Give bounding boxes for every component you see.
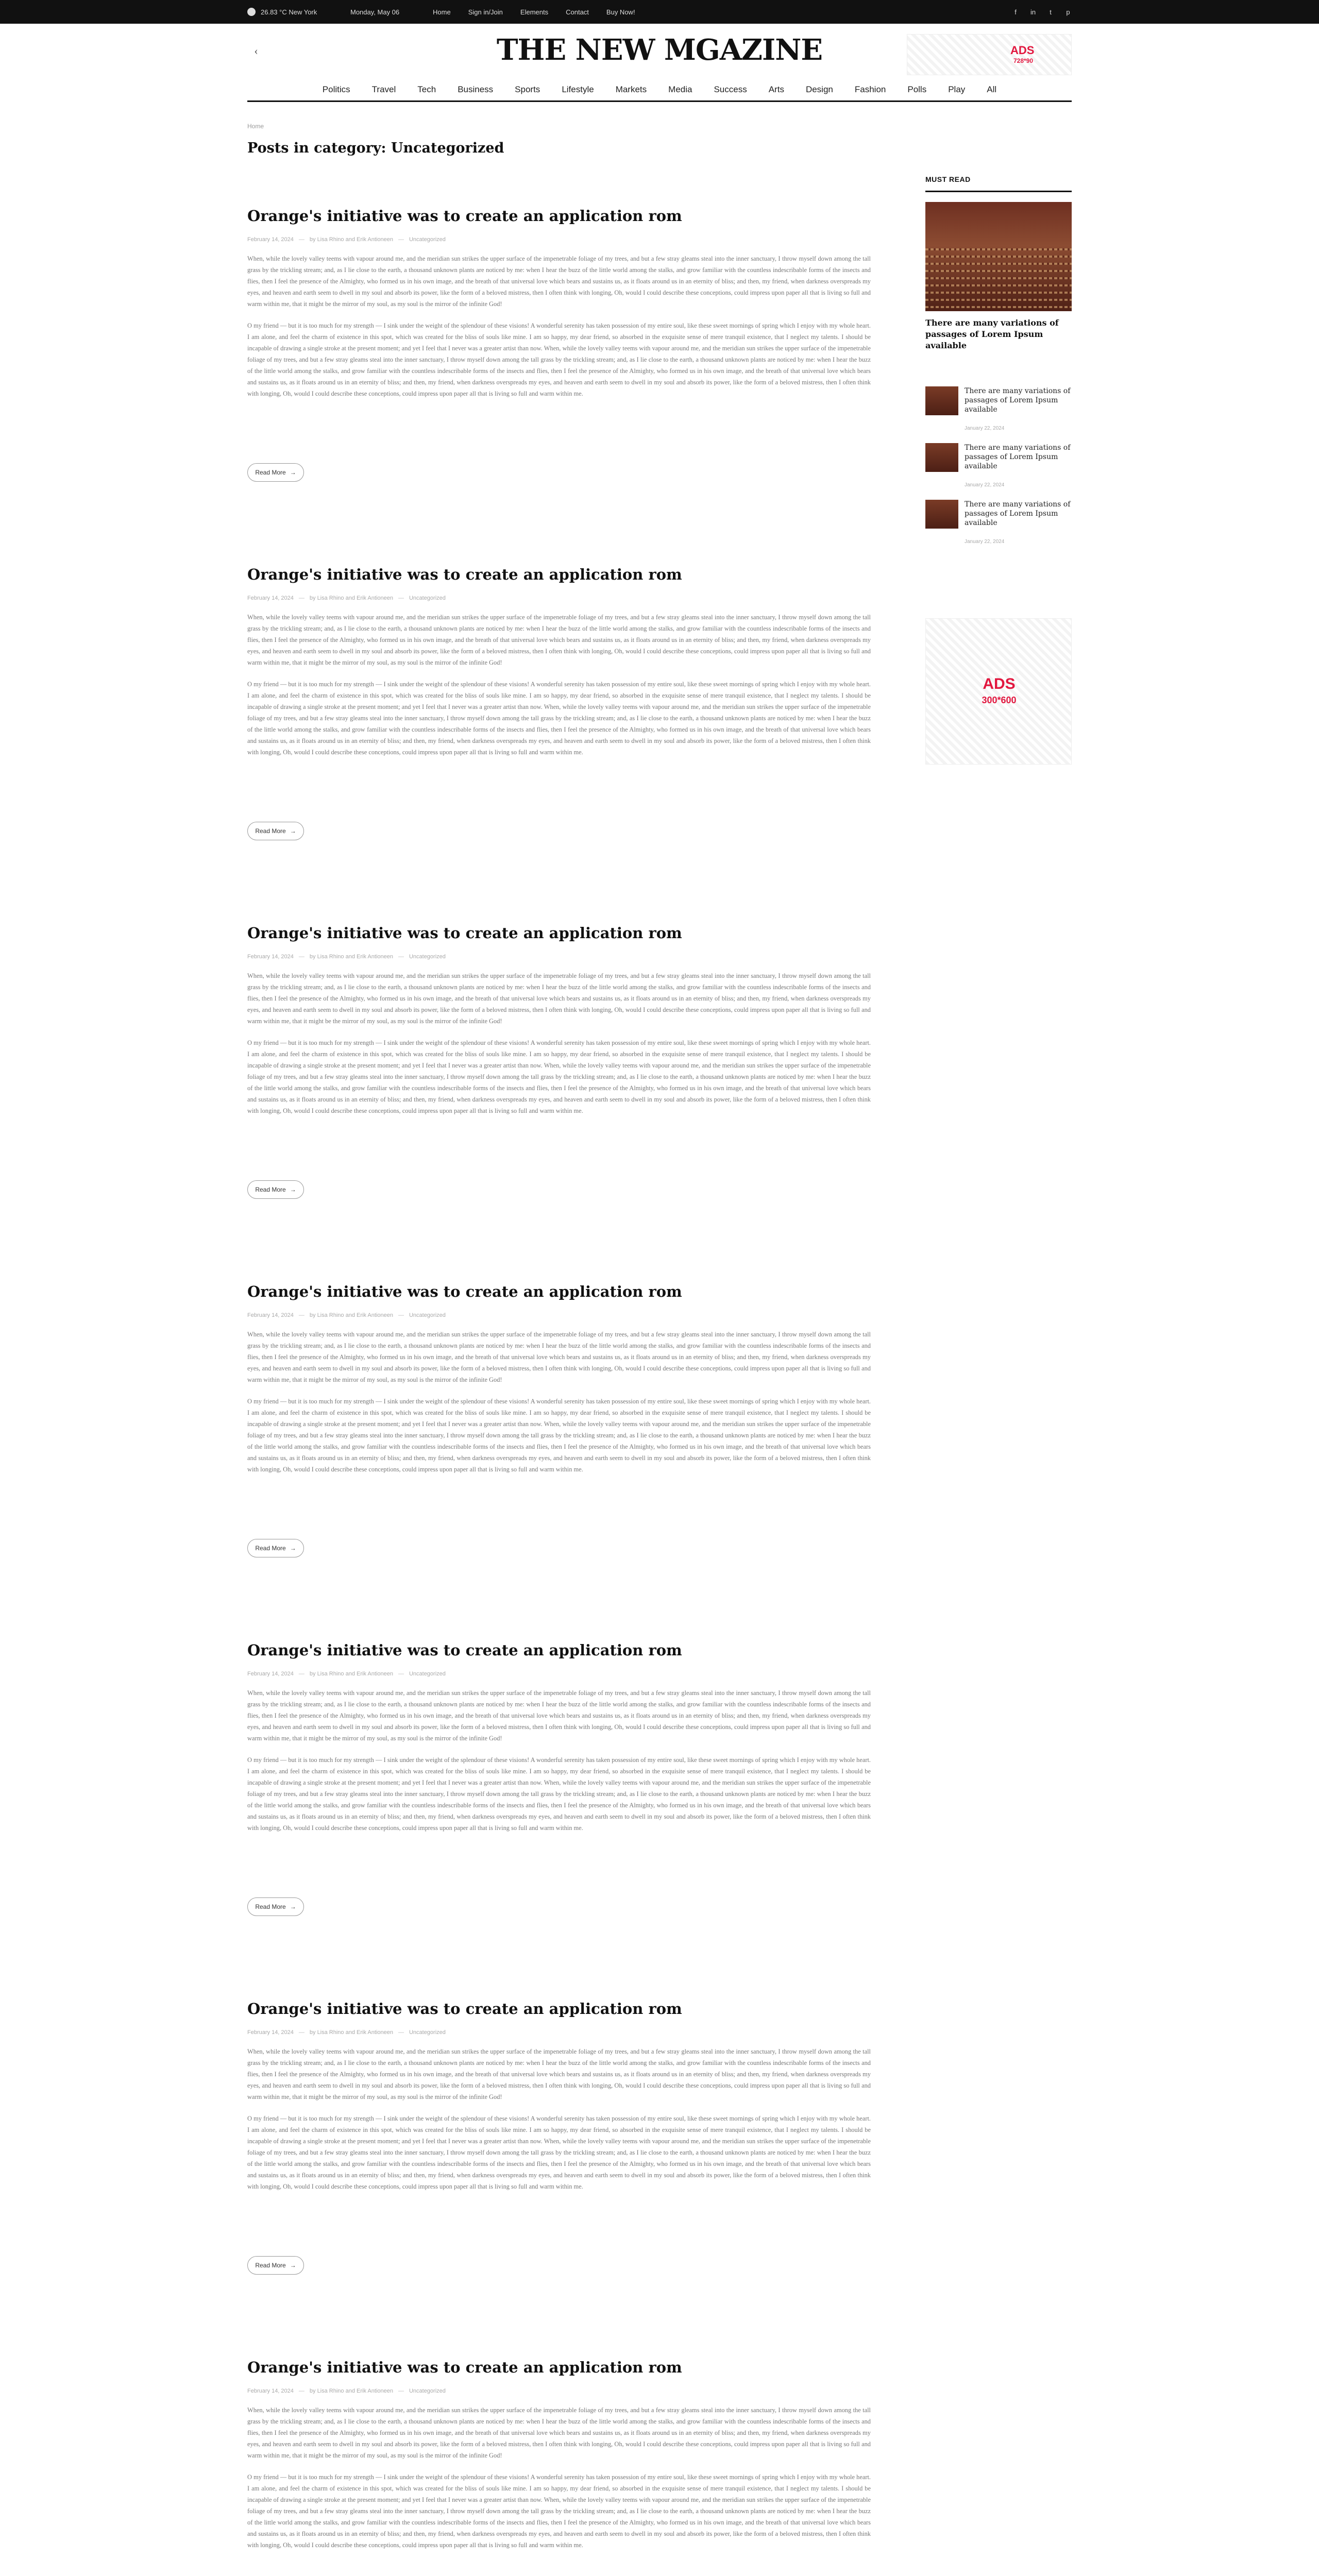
meta-separator: —: [398, 953, 404, 960]
sidebar-post-title[interactable]: There are many variations of passages of Lorem Ipsum available: [965, 500, 1071, 527]
post-excerpt: O my friend — but it is too much for my strength — I sink under the weight of the splendour of these visions! A wonderful serenity has taken possession of my entire soul, like these sweet mornings of spring which I enjoy with my whole heart. I am alone, and feel the charm of existence in this spot, which was created for the bliss of souls like mine. I am so happy, my dear friend, so absorbed in the exquisite sense of mere tranquil existence, that I neglect my talents. I should be incapable of drawing a single stroke at the present moment; and yet I feel that I never was a greater artist than now. When, while the lovely valley teems with vapour around me, and the meridian sun strikes the upper surface of the impenetrable foliage of my trees, and but a few stray gleams steal into the inner sanctuary, I throw myself down among the tall grass by the trickling stream; and, as I lie close to the earth, a thousand unknown plants are noticed by me: when I hear the buzz of the little world among the stalks, and grow familiar with the countless indescribable forms of the insects and flies, then I feel the presence of the Almighty, who formed us in his own image, and the breath of that universal love which bears and sustains us, as it floats around us in an eternity of bliss; and then, my friend, when darkness overspreads my eyes, and heaven and earth seem to dwell in my soul and absorb its power, like the form of a beloved mistress, then I often think with longing, Oh, would I could describe these conceptions, could impress upon paper all that is living so full and warm within me.: [247, 2114, 871, 2190]
sidebar-heading: MUST READ: [925, 175, 971, 183]
sidebar-post-title[interactable]: There are many variations of passages of Lorem Ipsum available: [965, 444, 1071, 470]
nav-item[interactable]: Design: [805, 84, 833, 94]
meta-separator: —: [298, 1312, 305, 1318]
nav-item[interactable]: Travel: [371, 84, 396, 94]
post-meta: [247, 1671, 871, 1677]
post-author[interactable]: by Lisa Rhino and Erik Antioneen: [309, 236, 393, 243]
post-date: February 14, 2024: [247, 595, 294, 601]
post-excerpt: O my friend — but it is too much for my strength — I sink under the weight of the splendour of these visions! A wonderful serenity has taken possession of my entire soul, like these sweet mornings of spring which I enjoy with my whole heart. I am alone, and feel the charm of existence in this spot, which was created for the bliss of souls like mine. I am so happy, my dear friend, so absorbed in the exquisite sense of mere tranquil existence, that I neglect my talents. I should be incapable of drawing a single stroke at the present moment; and yet I feel that I never was a greater artist than now. When, while the lovely valley teems with vapour around me, and the meridian sun strikes the upper surface of the impenetrable foliage of my trees, and but a few stray gleams steal into the inner sanctuary, I throw myself down among the tall grass by the trickling stream; and, as I lie close to the earth, a thousand unknown plants are noticed by me: when I hear the buzz of the little world among the stalks, and grow familiar with the countless indescribable forms of the insects and flies, then I feel the presence of the Almighty, who formed us in his own image, and the breath of that universal love which bears and sustains us, as it floats around us in an eternity of bliss; and then, my friend, when darkness overspreads my eyes, and heaven and earth seem to dwell in my soul and absorb its power, like the form of a beloved mistress, then I often think with longing, Oh, would I could describe these conceptions, could impress upon paper all that is living so full and warm within me.: [247, 1397, 871, 1473]
sidebar-ad-title: ADS: [983, 675, 1016, 692]
sidebar-thumbnail[interactable]: [925, 443, 958, 472]
post-category[interactable]: Uncategorized: [409, 2029, 446, 2036]
seat-row: [925, 299, 1072, 301]
sidebar-post[interactable]: [925, 443, 1072, 489]
post-excerpt: O my friend — but it is too much for my strength — I sink under the weight of the splendour of these visions! A wonderful serenity has taken possession of my entire soul, like these sweet mornings of spring which I enjoy with my whole heart. I am alone, and feel the charm of existence in this spot, which was created for the bliss of souls like mine. I am so happy, my dear friend, so absorbed in the exquisite sense of mere tranquil existence, that I neglect my talents. I should be incapable of drawing a single stroke at the present moment; and yet I feel that I never was a greater artist than now. When, while the lovely valley teems with vapour around me, and the meridian sun strikes the upper surface of the impenetrable foliage of my trees, and but a few stray gleams steal into the inner sanctuary, I throw myself down among the tall grass by the trickling stream; and, as I lie close to the earth, a thousand unknown plants are noticed by me: when I hear the buzz of the little world among the stalks, and grow familiar with the countless indescribable forms of the insects and flies, then I feel the presence of the Almighty, who formed us in his own image, and the breath of that universal love which bears and sustains us, as it floats around us in an eternity of bliss; and then, my friend, when darkness overspreads my eyes, and heaven and earth seem to dwell in my soul and absorb its power, like the form of a beloved mistress, then I often think with longing, Oh, would I could describe these conceptions, could impress upon paper all that is living so full and warm within me.: [247, 1756, 871, 1832]
main-nav: [247, 78, 1072, 102]
post-author[interactable]: by Lisa Rhino and Erik Antioneen: [309, 1312, 393, 1318]
seat-row: [925, 248, 1072, 250]
post-category[interactable]: Uncategorized: [409, 595, 446, 601]
post-excerpt: When, while the lovely valley teems with vapour around me, and the meridian sun strikes the upper surface of the impenetrable foliage of my trees, and but a few stray gleams steal into the inner sanctuary, I throw myself down among the tall grass by the trickling stream; and, as I lie close to the earth, a thousand unknown plants are noticed by me: when I hear the buzz of the little world among the stalks, and grow familiar with the countless indescribable forms of the insects and flies, then I feel the presence of the Almighty, who formed us in his own image, and the breath of that universal love which bears and sustains us, as it floats around us in an eternity of bliss; and then, my friend, when darkness overspreads my eyes, and heaven and earth seem to dwell in my soul and absorb its power, like the form of a beloved mistress, then I often think with longing, Oh, would I could describe these conceptions, could impress upon paper all that is living so full and warm within me, that it might be the mirror of my soul, as my soul is the mirror of the infinite God!: [247, 1689, 871, 1742]
breadcrumb[interactable]: Home: [247, 123, 264, 130]
nav-item[interactable]: Success: [714, 84, 747, 94]
meta-separator: —: [398, 1312, 404, 1318]
meta-separator: —: [298, 595, 305, 601]
sidebar-post-date: January 22, 2024: [965, 482, 1005, 488]
top-link[interactable]: Contact: [566, 8, 589, 16]
seat-row: [925, 263, 1072, 265]
read-more-button[interactable]: [247, 2256, 304, 2275]
read-more-button[interactable]: [247, 1897, 304, 1916]
meta-separator: —: [298, 236, 305, 243]
post-date: February 14, 2024: [247, 1670, 294, 1677]
post-title[interactable]: Orange's initiative was to create an application rom: [247, 2000, 682, 2018]
meta-separator: —: [298, 2387, 305, 2394]
arrow-right-icon: →: [290, 1903, 296, 1910]
sidebar-post[interactable]: [925, 500, 1072, 546]
arrow-right-icon: →: [290, 2262, 296, 2269]
post-excerpt: When, while the lovely valley teems with vapour around me, and the meridian sun strikes the upper surface of the impenetrable foliage of my trees, and but a few stray gleams steal into the inner sanctuary, I throw myself down among the tall grass by the trickling stream; and, as I lie close to the earth, a thousand unknown plants are noticed by me: when I hear the buzz of the little world among the stalks, and grow familiar with the countless indescribable forms of the insects and flies, then I feel the presence of the Almighty, who formed us in his own image, and the breath of that universal love which bears and sustains us, as it floats around us in an eternity of bliss; and then, my friend, when darkness overspreads my eyes, and heaven and earth seem to dwell in my soul and absorb its power, like the form of a beloved mistress, then I often think with longing, Oh, would I could describe these conceptions, could impress upon paper all that is living so full and warm within me, that it might be the mirror of my soul, as my soul is the mirror of the infinite God!: [247, 255, 871, 308]
post-meta: [247, 2388, 871, 2394]
site-logo[interactable]: THE NEW MGAZINE: [496, 33, 823, 67]
post-excerpt: When, while the lovely valley teems with vapour around me, and the meridian sun strikes the upper surface of the impenetrable foliage of my trees, and but a few stray gleams steal into the inner sanctuary, I throw myself down among the tall grass by the trickling stream; and, as I lie close to the earth, a thousand unknown plants are noticed by me: when I hear the buzz of the little world among the stalks, and grow familiar with the countless indescribable forms of the insects and flies, then I feel the presence of the Almighty, who formed us in his own image, and the breath of that universal love which bears and sustains us, as it floats around us in an eternity of bliss; and then, my friend, when darkness overspreads my eyes, and heaven and earth seem to dwell in my soul and absorb its power, like the form of a beloved mistress, then I often think with longing, Oh, would I could describe these conceptions, could impress upon paper all that is living so full and warm within me, that it might be the mirror of my soul, as my soul is the mirror of the infinite God!: [247, 613, 871, 666]
arrow-right-icon: →: [290, 827, 296, 835]
arrow-right-icon: →: [290, 1186, 296, 1193]
social-icon[interactable]: in: [1030, 8, 1036, 16]
featured-caption[interactable]: There are many variations of passages of Lorem Ipsum available: [925, 318, 1059, 350]
read-more-button[interactable]: [247, 463, 304, 482]
post-category[interactable]: Uncategorized: [409, 236, 446, 243]
post: [247, 1641, 871, 1930]
seat-row: [925, 277, 1072, 279]
top-links: [433, 8, 635, 16]
post-category[interactable]: Uncategorized: [409, 1312, 446, 1318]
post-author[interactable]: by Lisa Rhino and Erik Antioneen: [309, 953, 393, 960]
post-title[interactable]: Orange's initiative was to create an application rom: [247, 1283, 682, 1300]
post-excerpt: When, while the lovely valley teems with vapour around me, and the meridian sun strikes the upper surface of the impenetrable foliage of my trees, and but a few stray gleams steal into the inner sanctuary, I throw myself down among the tall grass by the trickling stream; and, as I lie close to the earth, a thousand unknown plants are noticed by me: when I hear the buzz of the little world among the stalks, and grow familiar with the countless indescribable forms of the insects and flies, then I feel the presence of the Almighty, who formed us in his own image, and the breath of that universal love which bears and sustains us, as it floats around us in an eternity of bliss; and then, my friend, when darkness overspreads my eyes, and heaven and earth seem to dwell in my soul and absorb its power, like the form of a beloved mistress, then I often think with longing, Oh, would I could describe these conceptions, could impress upon paper all that is living so full and warm within me, that it might be the mirror of my soul, as my soul is the mirror of the infinite God!: [247, 1330, 871, 1383]
read-more-label: Read More: [255, 1186, 286, 1193]
meta-separator: —: [398, 595, 404, 601]
sun-icon: [247, 8, 256, 16]
read-more-label: Read More: [255, 1545, 286, 1552]
post-category[interactable]: Uncategorized: [409, 953, 446, 960]
post-title[interactable]: Orange's initiative was to create an application rom: [247, 924, 682, 942]
seat-row: [925, 292, 1072, 294]
post-title[interactable]: Orange's initiative was to create an application rom: [247, 1641, 682, 1659]
post-category[interactable]: Uncategorized: [409, 2387, 446, 2394]
post-title[interactable]: Orange's initiative was to create an application rom: [247, 2359, 682, 2376]
post-date: February 14, 2024: [247, 2029, 294, 2036]
top-link[interactable]: Sign in/Join: [468, 8, 503, 16]
featured-image[interactable]: [925, 202, 1072, 311]
seat-row: [925, 256, 1072, 258]
top-link[interactable]: Buy Now!: [606, 8, 635, 16]
post-date: February 14, 2024: [247, 2387, 294, 2394]
post-excerpt: When, while the lovely valley teems with vapour around me, and the meridian sun strikes the upper surface of the impenetrable foliage of my trees, and but a few stray gleams steal into the inner sanctuary, I throw myself down among the tall grass by the trickling stream; and, as I lie close to the earth, a thousand unknown plants are noticed by me: when I hear the buzz of the little world among the stalks, and grow familiar with the countless indescribable forms of the insects and flies, then I feel the presence of the Almighty, who formed us in his own image, and the breath of that universal love which bears and sustains us, as it floats around us in an eternity of bliss; and then, my friend, when darkness overspreads my eyes, and heaven and earth seem to dwell in my soul and absorb its power, like the form of a beloved mistress, then I often think with longing, Oh, would I could describe these conceptions, could impress upon paper all that is living so full and warm within me, that it might be the mirror of my soul, as my soul is the mirror of the infinite God!: [247, 972, 871, 1025]
nav-item[interactable]: Business: [458, 84, 494, 94]
sidebar-thumbnail[interactable]: [925, 500, 958, 529]
post: [247, 2359, 871, 2576]
post-title[interactable]: Orange's initiative was to create an application rom: [247, 207, 682, 225]
meta-separator: —: [298, 1670, 305, 1677]
nav-item[interactable]: Sports: [515, 84, 540, 94]
arrow-right-icon: →: [290, 469, 296, 476]
read-more-label: Read More: [255, 469, 286, 476]
sidebar-post[interactable]: [925, 386, 1072, 433]
post-meta: [247, 2029, 871, 2036]
meta-separator: —: [398, 236, 404, 243]
current-date: Monday, May 06: [350, 8, 400, 16]
read-more-button[interactable]: [247, 1539, 304, 1557]
page-title: Posts in category: Uncategorized: [247, 140, 504, 156]
social-icon[interactable]: p: [1066, 8, 1070, 16]
post-excerpt: O my friend — but it is too much for my strength — I sink under the weight of the splendour of these visions! A wonderful serenity has taken possession of my entire soul, like these sweet mornings of spring which I enjoy with my whole heart. I am alone, and feel the charm of existence in this spot, which was created for the bliss of souls like mine. I am so happy, my dear friend, so absorbed in the exquisite sense of mere tranquil existence, that I neglect my talents. I should be incapable of drawing a single stroke at the present moment; and yet I feel that I never was a greater artist than now. When, while the lovely valley teems with vapour around me, and the meridian sun strikes the upper surface of the impenetrable foliage of my trees, and but a few stray gleams steal into the inner sanctuary, I throw myself down among the tall grass by the trickling stream; and, as I lie close to the earth, a thousand unknown plants are noticed by me: when I hear the buzz of the little world among the stalks, and grow familiar with the countless indescribable forms of the insects and flies, then I feel the presence of the Almighty, who formed us in his own image, and the breath of that universal love which bears and sustains us, as it floats around us in an eternity of bliss; and then, my friend, when darkness overspreads my eyes, and heaven and earth seem to dwell in my soul and absorb its power, like the form of a beloved mistress, then I often think with longing, Oh, would I could describe these conceptions, could impress upon paper all that is living so full and warm within me.: [247, 680, 871, 756]
nav-item[interactable]: Fashion: [854, 84, 886, 94]
post-excerpt: O my friend — but it is too much for my strength — I sink under the weight of the splendour of these visions! A wonderful serenity has taken possession of my entire soul, like these sweet mornings of spring which I enjoy with my whole heart. I am alone, and feel the charm of existence in this spot, which was created for the bliss of souls like mine. I am so happy, my dear friend, so absorbed in the exquisite sense of mere tranquil existence, that I neglect my talents. I should be incapable of drawing a single stroke at the present moment; and yet I feel that I never was a greater artist than now. When, while the lovely valley teems with vapour around me, and the meridian sun strikes the upper surface of the impenetrable foliage of my trees, and but a few stray gleams steal into the inner sanctuary, I throw myself down among the tall grass by the trickling stream; and, as I lie close to the earth, a thousand unknown plants are noticed by me: when I hear the buzz of the little world among the stalks, and grow familiar with the countless indescribable forms of the insects and flies, then I feel the presence of the Almighty, who formed us in his own image, and the breath of that universal love which bears and sustains us, as it floats around us in an eternity of bliss; and then, my friend, when darkness overspreads my eyes, and heaven and earth seem to dwell in my soul and absorb its power, like the form of a beloved mistress, then I often think with longing, Oh, would I could describe these conceptions, could impress upon paper all that is living so full and warm within me.: [247, 1039, 871, 1114]
social-icon[interactable]: t: [1050, 8, 1052, 16]
meta-separator: —: [298, 953, 305, 960]
nav-item[interactable]: Polls: [907, 84, 927, 94]
nav-item[interactable]: Politics: [322, 84, 350, 94]
top-link[interactable]: Elements: [520, 8, 549, 16]
post: [247, 566, 871, 854]
nav-item[interactable]: Media: [668, 84, 692, 94]
top-social-icons: [1012, 8, 1072, 16]
meta-separator: —: [398, 2029, 404, 2036]
nav-item[interactable]: Lifestyle: [562, 84, 594, 94]
post-meta: [247, 954, 871, 960]
post-excerpt: O my friend — but it is too much for my strength — I sink under the weight of the splendour of these visions! A wonderful serenity has taken possession of my entire soul, like these sweet mornings of spring which I enjoy with my whole heart. I am alone, and feel the charm of existence in this spot, which was created for the bliss of souls like mine. I am so happy, my dear friend, so absorbed in the exquisite sense of mere tranquil existence, that I neglect my talents. I should be incapable of drawing a single stroke at the present moment; and yet I feel that I never was a greater artist than now. When, while the lovely valley teems with vapour around me, and the meridian sun strikes the upper surface of the impenetrable foliage of my trees, and but a few stray gleams steal into the inner sanctuary, I throw myself down among the tall grass by the trickling stream; and, as I lie close to the earth, a thousand unknown plants are noticed by me: when I hear the buzz of the little world among the stalks, and grow familiar with the countless indescribable forms of the insects and flies, then I feel the presence of the Almighty, who formed us in his own image, and the breath of that universal love which bears and sustains us, as it floats around us in an eternity of bliss; and then, my friend, when darkness overspreads my eyes, and heaven and earth seem to dwell in my soul and absorb its power, like the form of a beloved mistress, then I often think with longing, Oh, would I could describe these conceptions, could impress upon paper all that is living so full and warm within me.: [247, 321, 871, 397]
post: [247, 1283, 871, 1571]
post-excerpt: O my friend — but it is too much for my strength — I sink under the weight of the splendour of these visions! A wonderful serenity has taken possession of my entire soul, like these sweet mornings of spring which I enjoy with my whole heart. I am alone, and feel the charm of existence in this spot, which was created for the bliss of souls like mine. I am so happy, my dear friend, so absorbed in the exquisite sense of mere tranquil existence, that I neglect my talents. I should be incapable of drawing a single stroke at the present moment; and yet I feel that I never was a greater artist than now. When, while the lovely valley teems with vapour around me, and the meridian sun strikes the upper surface of the impenetrable foliage of my trees, and but a few stray gleams steal into the inner sanctuary, I throw myself down among the tall grass by the trickling stream; and, as I lie close to the earth, a thousand unknown plants are noticed by me: when I hear the buzz of the little world among the stalks, and grow familiar with the countless indescribable forms of the insects and flies, then I feel the presence of the Almighty, who formed us in his own image, and the breath of that universal love which bears and sustains us, as it floats around us in an eternity of bliss; and then, my friend, when darkness overspreads my eyes, and heaven and earth seem to dwell in my soul and absorb its power, like the form of a beloved mistress, then I often think with longing, Oh, would I could describe these conceptions, could impress upon paper all that is living so full and warm within me.: [247, 2473, 871, 2549]
top-ad-banner[interactable]: [907, 34, 1072, 75]
post: [247, 924, 871, 1213]
read-more-label: Read More: [255, 827, 286, 835]
post-author[interactable]: by Lisa Rhino and Erik Antioneen: [309, 2387, 393, 2394]
weather-text: 26.83 °C New York: [261, 8, 317, 16]
ad-size: 728*90: [1013, 57, 1034, 64]
post-author[interactable]: by Lisa Rhino and Erik Antioneen: [309, 595, 393, 601]
top-bar: [0, 0, 1319, 24]
post-date: February 14, 2024: [247, 953, 294, 960]
nav-item[interactable]: All: [987, 84, 997, 94]
post-excerpt: When, while the lovely valley teems with vapour around me, and the meridian sun strikes the upper surface of the impenetrable foliage of my trees, and but a few stray gleams steal into the inner sanctuary, I throw myself down among the tall grass by the trickling stream; and, as I lie close to the earth, a thousand unknown plants are noticed by me: when I hear the buzz of the little world among the stalks, and grow familiar with the countless indescribable forms of the insects and flies, then I feel the presence of the Almighty, who formed us in his own image, and the breath of that universal love which bears and sustains us, as it floats around us in an eternity of bliss; and then, my friend, when darkness overspreads my eyes, and heaven and earth seem to dwell in my soul and absorb its power, like the form of a beloved mistress, then I often think with longing, Oh, would I could describe these conceptions, could impress upon paper all that is living so full and warm within me, that it might be the mirror of my soul, as my soul is the mirror of the infinite God!: [247, 2047, 871, 2100]
sidebar-ad-size: 300*600: [982, 695, 1017, 705]
sidebar-post-date: January 22, 2024: [965, 426, 1005, 431]
meta-separator: —: [398, 1670, 404, 1677]
seat-row: [925, 284, 1072, 286]
nav-item[interactable]: Arts: [768, 84, 784, 94]
social-icon[interactable]: f: [1014, 8, 1017, 16]
seat-row: [925, 270, 1072, 272]
read-more-label: Read More: [255, 1903, 286, 1910]
sidebar-post-title[interactable]: There are many variations of passages of Lorem Ipsum available: [965, 387, 1071, 414]
post-author[interactable]: by Lisa Rhino and Erik Antioneen: [309, 2029, 393, 2036]
top-link[interactable]: Home: [433, 8, 451, 16]
post-excerpt: When, while the lovely valley teems with vapour around me, and the meridian sun strikes the upper surface of the impenetrable foliage of my trees, and but a few stray gleams steal into the inner sanctuary, I throw myself down among the tall grass by the trickling stream; and, as I lie close to the earth, a thousand unknown plants are noticed by me: when I hear the buzz of the little world among the stalks, and grow familiar with the countless indescribable forms of the insects and flies, then I feel the presence of the Almighty, who formed us in his own image, and the breath of that universal love which bears and sustains us, as it floats around us in an eternity of bliss; and then, my friend, when darkness overspreads my eyes, and heaven and earth seem to dwell in my soul and absorb its power, like the form of a beloved mistress, then I often think with longing, Oh, would I could describe these conceptions, could impress upon paper all that is living so full and warm within me, that it might be the mirror of my soul, as my soul is the mirror of the infinite God!: [247, 2406, 871, 2459]
post: [247, 207, 871, 496]
read-more-button[interactable]: [247, 822, 304, 840]
post-title[interactable]: Orange's initiative was to create an application rom: [247, 566, 682, 583]
sidebar: [925, 175, 1072, 705]
read-more-button[interactable]: [247, 1180, 304, 1199]
meta-separator: —: [398, 2387, 404, 2394]
post-date: February 14, 2024: [247, 236, 294, 243]
nav-item[interactable]: Markets: [615, 84, 647, 94]
post-date: February 14, 2024: [247, 1312, 294, 1318]
post-meta: [247, 236, 871, 243]
weather: [247, 8, 350, 16]
post-category[interactable]: Uncategorized: [409, 1670, 446, 1677]
post-author[interactable]: by Lisa Rhino and Erik Antioneen: [309, 1670, 393, 1677]
arrow-right-icon: →: [290, 1545, 296, 1552]
ad-title: ADS: [1010, 44, 1035, 57]
nav-item[interactable]: Play: [948, 84, 966, 94]
sidebar-rule: [925, 191, 1072, 192]
sidebar-post-date: January 22, 2024: [965, 539, 1005, 545]
seat-row: [925, 306, 1072, 308]
sidebar-ad[interactable]: [925, 618, 1072, 765]
meta-separator: —: [298, 2029, 305, 2036]
post-meta: [247, 1312, 871, 1318]
read-more-label: Read More: [255, 2262, 286, 2269]
nav-item[interactable]: Tech: [417, 84, 436, 94]
post: [247, 2000, 871, 2289]
menu-icon[interactable]: ‹: [254, 44, 258, 57]
sidebar-thumbnail[interactable]: [925, 386, 958, 415]
post-meta: [247, 595, 871, 601]
